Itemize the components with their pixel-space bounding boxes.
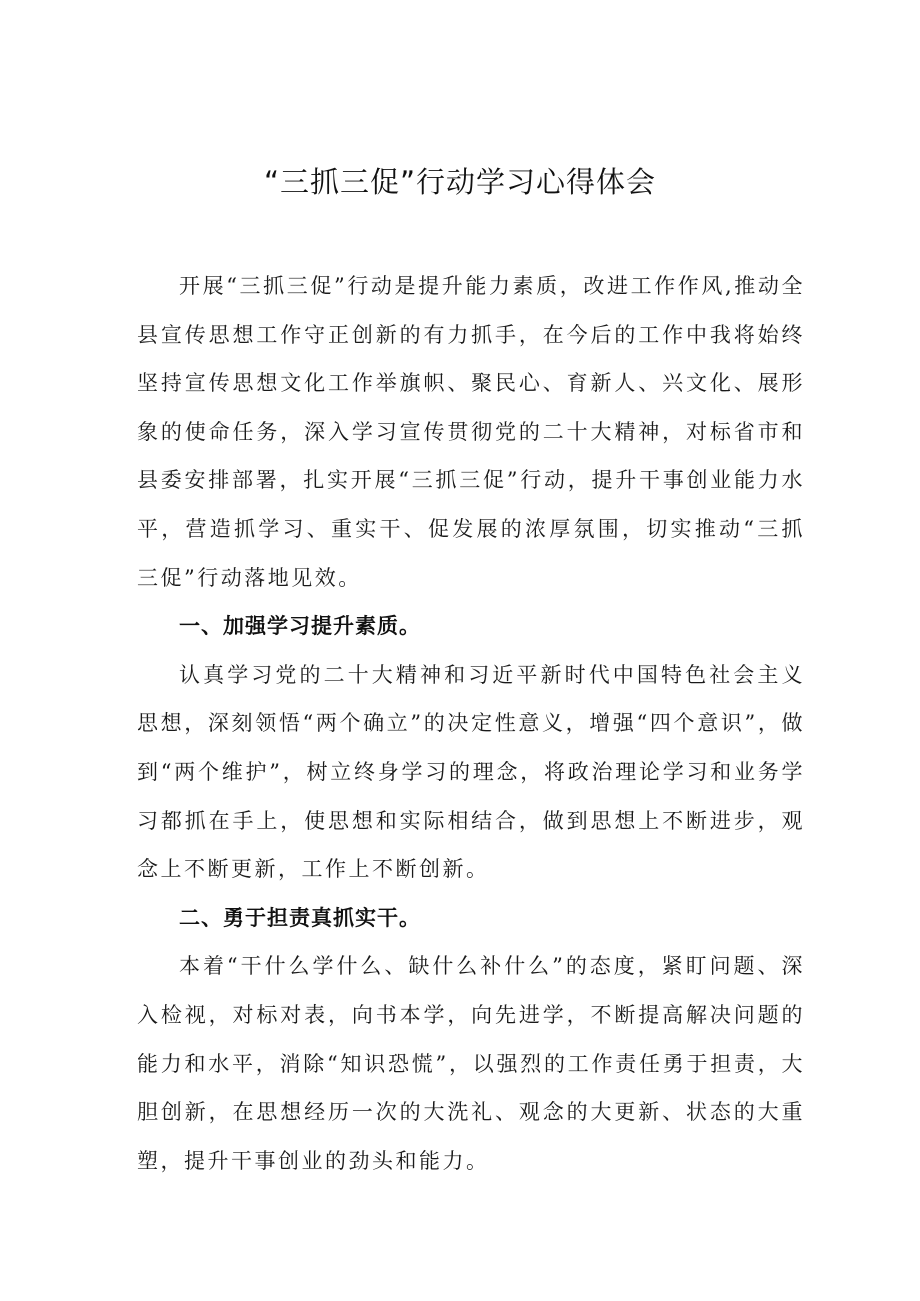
intro-paragraph: 开展“三抓三促”行动是提升能力素质，改进工作作风,推动全县宣传思想工作守正创新的有力抓手，在今后的工作中我将始终坚持宣传思想文化工作举旗帜、聚民心、育新人、兴文化、展形象的使命任务，深入学习宣传贯彻党的二十大精神，对标省市和县委安排部署，扎实开展“三抓三促”行动，提升干事创业能力水平，营造抓学习、重实干、促发展的浓厚氛围，切实推动“三抓三促”行动落地见效。 <box>137 274 805 590</box>
document-body <box>137 262 805 1185</box>
section-2-heading: 二、勇于担责真抓实干。 <box>179 905 421 930</box>
section-1-paragraph: 认真学习党的二十大精神和习近平新时代中国特色社会主义思想，深刻领悟“两个确立”的决定性意义，增强“四个意识”，做到“两个维护”，树立终身学习的理念，将政治理论学习和业务学习都抓在手上，使思想和实际相结合，做到思想上不断进步，观念上不断更新，工作上不断创新。 <box>137 662 805 882</box>
section-2-paragraph: 本着“干什么学什么、缺什么补什么”的态度，紧盯问题、深入检视，对标对表，向书本学，向先进学，不断提高解决问题的能力和水平，消除“知识恐慌”，以强烈的工作责任勇于担责，大胆创新，在思想经历一次的大洗礼、观念的大更新、状态的大重塑，提升干事创业的劲头和能力。 <box>137 954 805 1173</box>
document-title: “三抓三促”行动学习心得体会 <box>263 165 657 199</box>
section-1-heading: 一、加强学习提升素质。 <box>179 614 421 639</box>
